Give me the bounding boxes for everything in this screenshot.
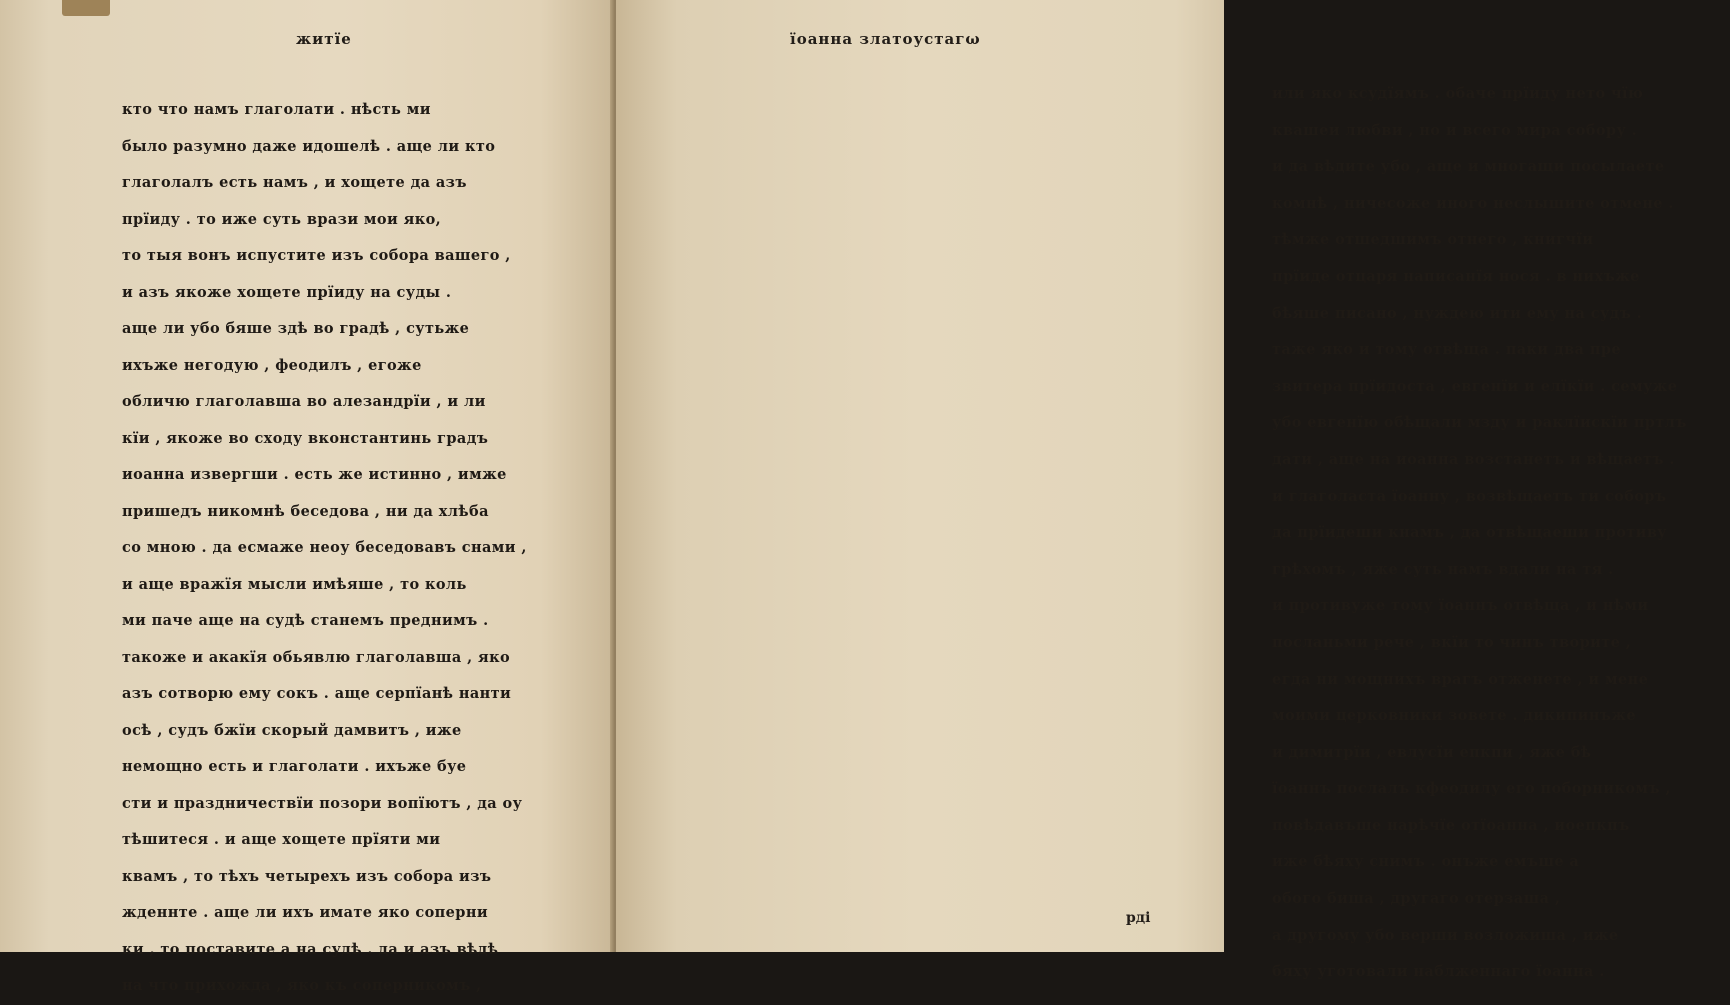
text-line: азъ сотворю ему сокъ . аще серпїанѣ нанти — [122, 685, 512, 702]
text-line: ми паче аще на судѣ станемъ преднимъ . — [122, 612, 489, 629]
running-head-right: їоанна златоустагω — [790, 30, 981, 48]
folio-number: рді — [1126, 910, 1151, 926]
right-page — [616, 0, 1687, 981]
text-line: прїиде отцаря написанїя нося . в нихъже — [1272, 267, 1640, 285]
text-line: ки , то поставите а на судѣ . да и азъ вѣдѣ — [122, 940, 499, 958]
text-line: повѣдавъше нарѣчїе отїоанна , иоепкпъ — [1272, 816, 1630, 834]
text-line: квашеи любви , но и всего мира собору . — [1272, 121, 1638, 139]
text-line: немощно есть и глаголати . ихъже буе — [122, 758, 467, 775]
text-line: пришедъ никомнѣ беседова , ни да хлѣба — [122, 502, 489, 520]
text-line: иоанна извергши . есть же истинно , имже — [122, 466, 507, 483]
text-line: осѣ , судъ бжїи скорый дамвитъ , иже — [122, 721, 462, 739]
text-line: ихъже негодую , феодилъ , егоже — [122, 356, 422, 374]
text-line: посланьми рече , вкїи то чинъ творите , — [1272, 633, 1632, 651]
text-line: прїиду . то иже суть врази мои яко, — [122, 210, 442, 228]
left-page — [0, 0, 614, 994]
text-line: иже бѣяху снимъ . онъже емъше а — [1272, 853, 1580, 871]
text-line: со мною . да есмаже неоу беседовавъ снами , — [122, 539, 527, 556]
text-line: и да вѣдите убо , аще и многащи посылаете — [1272, 158, 1665, 176]
text-line: и противуже тому їоаннъ отвѣща , и нѣми — [1272, 597, 1649, 615]
text-line: звитера прїидоста , евгенїи и елїкїи . семуже — [1272, 377, 1678, 395]
text-line: сти и праздничествїи позори вопїютъ , да оу — [122, 794, 523, 812]
text-line: и глаголаста їоанну , возвѣщаетъ ти соборъ — [1272, 487, 1667, 505]
text-line: на что прихожда , яко къ соперникомъ , — [122, 977, 482, 994]
text-line: такоже и акакїя обьявлю глаголавша , яко — [122, 648, 511, 666]
text-line: или яко ксудїямъ . обаче прїиду нето чїю — [1272, 85, 1644, 102]
text-line: їоаннъ послалъ кфеодилу его поборникомъ , — [1272, 780, 1671, 798]
text-line: егда ни мощнихъ врагъ отженете , и мене — [1272, 670, 1649, 688]
text-line: было разумно даже идошелѣ . аще ли кто — [122, 137, 496, 155]
text-line: моими церковники зовете . дикипинъже — [1272, 707, 1636, 725]
text-line: кто что намъ глаголати . нѣсть ми — [122, 101, 431, 118]
text-line: убо евгенїю обѣщали мзду и раклїискїи пртлъ — [1272, 414, 1687, 432]
left-page-text — [122, 92, 572, 1005]
text-line: тѣмже отшедшимъ отнего , книгчїи — [1272, 231, 1594, 249]
text-line: а другому убо верши возложиша , иже — [1272, 926, 1619, 944]
text-line: бѣяше писано , нуждею ити ему на судъ . — [1272, 304, 1643, 322]
text-line: тѣшитеся . и аще хощете прїяти ми — [122, 831, 441, 848]
page-tab — [62, 0, 110, 16]
text-line: обого биша , другаго отерзаша , — [1272, 890, 1561, 908]
right-page-text — [1272, 76, 1730, 991]
text-line: и димитрїи , евлусїи епкпи , яже бѣ — [1272, 743, 1592, 761]
running-head-left: житїе — [296, 30, 352, 48]
text-line: и аще вражїя мысли имѣяше , то коль — [122, 575, 467, 593]
text-line: жденнте . аще ли ихъ имате яко соперни — [122, 904, 489, 921]
text-line: комнѣ , ничесоже иного неслышите отмене . — [1272, 194, 1674, 212]
text-line: аще ли убо бяше здѣ во градѣ , сутьже — [122, 320, 470, 337]
text-line: обличю глаголавша во алезандрїи , и ли — [122, 393, 486, 410]
text-line: таже яко и тому отвѣща . паки два пре — [1272, 341, 1621, 359]
text-line: и азъ якоже хощете прїиду на суды . — [122, 283, 452, 301]
text-line: квамъ , то тѣхъ четырехъ изъ собора изъ — [122, 867, 492, 885]
text-line: то тыя вонъ испустите изъ собора вашего , — [122, 247, 511, 264]
text-line: грѣхомъ , яже суть намъ вдали на тя . — [1272, 560, 1614, 578]
text-line: да прїидеши кнамъ , да отвѣщаеши противу — [1272, 524, 1667, 542]
text-line: кїи , якоже во сходу вконстантинь градъ — [122, 429, 489, 447]
text-line: глаголалъ есть намъ , и хощете да азъ — [122, 174, 467, 191]
text-line: дати , аще на иоанна возстанетъ и вѣщаетъ . — [1272, 450, 1675, 468]
text-line: бяху уготовали наблженнаго їоанна . — [1272, 963, 1605, 981]
